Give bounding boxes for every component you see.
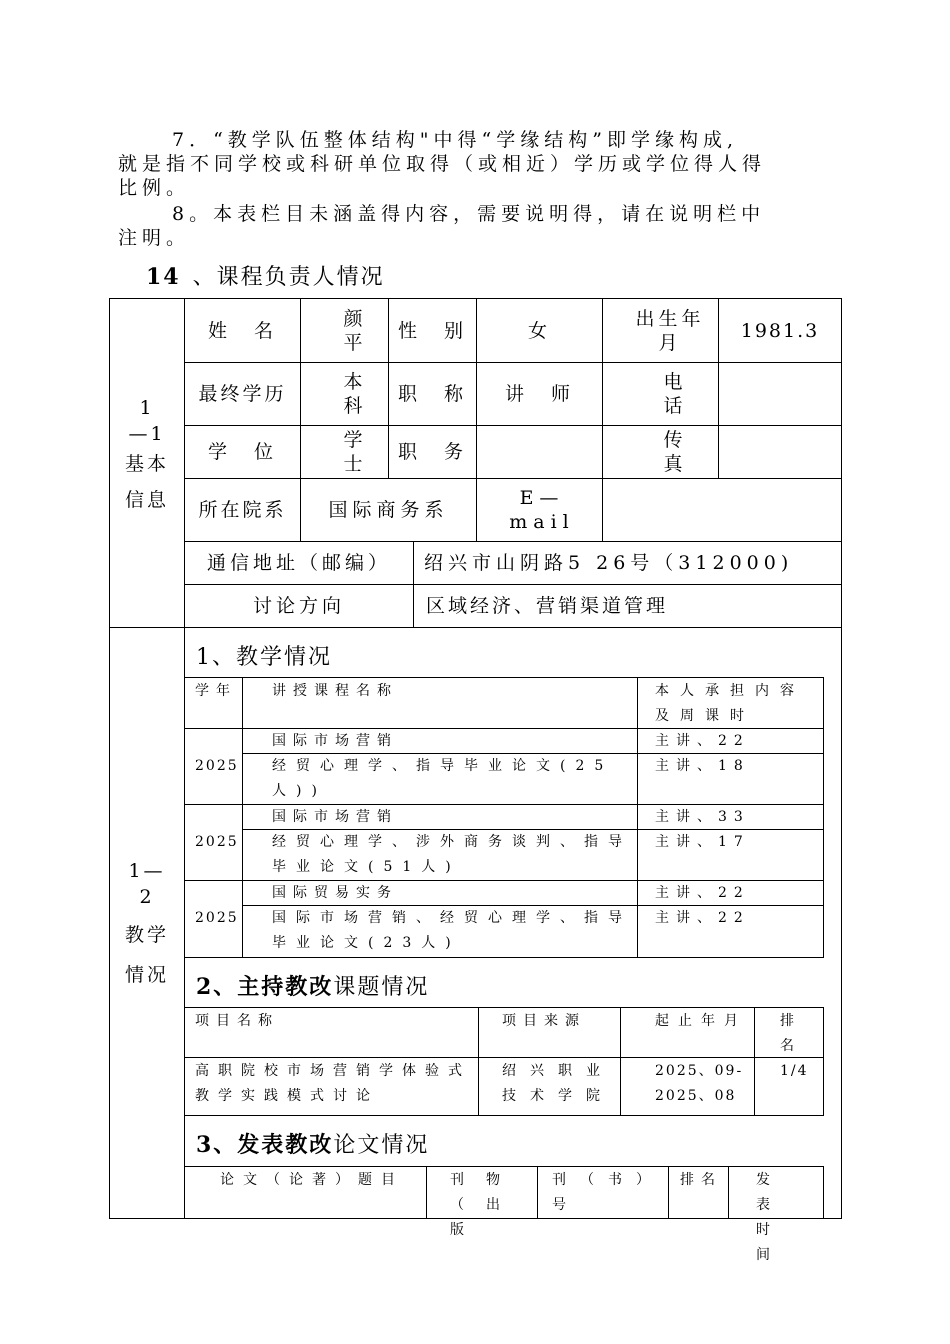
degree-label: 学 位 bbox=[207, 441, 277, 463]
table2-period-start: 2025、09- bbox=[655, 1063, 744, 1079]
gender-label: 性 别 bbox=[397, 319, 467, 342]
subtitle-3-bold: 3、发表教改 bbox=[196, 1132, 334, 1158]
teaching-subtitle-3 bbox=[196, 1128, 429, 1159]
post-label: 职 务 bbox=[397, 441, 467, 463]
table1-load-2a: 主讲、33 bbox=[655, 809, 750, 825]
phone-value bbox=[719, 363, 841, 425]
birth-value: 1981.3 bbox=[740, 319, 820, 342]
table1-year-1: 2025 bbox=[195, 758, 239, 774]
table3-header-rank: 排名 bbox=[680, 1172, 722, 1188]
phone-label: 电话 bbox=[663, 371, 687, 417]
table1-course-2b: 经贸心理学、涉外商务谈判、指导毕业论文(51人) bbox=[272, 834, 632, 875]
table2-rank: 1/4 bbox=[780, 1063, 809, 1079]
section-number: 14 bbox=[146, 264, 181, 290]
table2-header-rank: 排名 bbox=[780, 1013, 801, 1054]
table2-header-name: 项目名称 bbox=[195, 1013, 279, 1029]
subtitle-2-rest: 课题情况 bbox=[333, 975, 430, 1000]
table1-load-1b: 主讲、18 bbox=[655, 758, 750, 774]
section-heading bbox=[146, 260, 385, 291]
name-value: 颜平 bbox=[343, 307, 367, 354]
fax-label: 传真 bbox=[663, 429, 687, 475]
subtitle-3-rest: 论文情况 bbox=[333, 1133, 430, 1158]
teaching-side-label bbox=[110, 858, 184, 988]
table3-header-date: 发表时间 bbox=[756, 1172, 790, 1263]
teaching-subtitle-1: 1、教学情况 bbox=[196, 645, 332, 670]
birth-label: 出生年月 bbox=[635, 307, 705, 354]
section-title: 、课程负责人情况 bbox=[192, 265, 385, 290]
teaching-side-line-3: 教学 bbox=[124, 924, 169, 946]
title-value: 讲 师 bbox=[504, 383, 574, 405]
table3-header-journal: 刊物（出版 bbox=[450, 1172, 522, 1238]
teaching-subtitle-2 bbox=[196, 970, 429, 1001]
table1-course-3b: 国际市场营销、经贸心理学、指导毕业论文(23人) bbox=[272, 910, 632, 951]
post-value bbox=[477, 426, 602, 478]
address-label: 通信地址（邮编） bbox=[206, 552, 391, 574]
department-label: 所在院系 bbox=[198, 499, 287, 521]
name-label: 姓 名 bbox=[207, 319, 277, 342]
note-7-line-1: 7．“教学队伍整体结构"中得“学缘结构”即学缘构成, bbox=[172, 129, 739, 151]
subtitle-2-bold: 2、主持教改 bbox=[196, 974, 334, 1000]
teaching-side-line-2: 2 bbox=[139, 886, 155, 908]
teaching-side-line-4: 情况 bbox=[124, 964, 169, 986]
table1-year-2: 2025 bbox=[195, 834, 239, 850]
table2-project-name: 高职院校市场营销学体验式教学实践模式讨论 bbox=[195, 1063, 471, 1104]
table3-header-issn: 刊（书）号 bbox=[552, 1172, 664, 1213]
table1-course-3a: 国际贸易实务 bbox=[272, 885, 398, 901]
basic-side-line-1: 1 bbox=[139, 397, 155, 419]
gender-value: 女 bbox=[527, 319, 551, 342]
table1-header-year: 学年 bbox=[195, 683, 237, 699]
table1-course-1b: 经贸心理学、指导毕业论文(25人)) bbox=[272, 758, 614, 799]
address-value: 绍兴市山阴路5 26号（312000) bbox=[424, 552, 794, 574]
note-7-line-3: 比例。 bbox=[118, 177, 191, 199]
teaching-side-line-1: 1— bbox=[128, 860, 166, 882]
table1-course-2a: 国际市场营销 bbox=[272, 809, 398, 825]
table1-load-2b: 主讲、17 bbox=[655, 834, 750, 850]
table1-header-course: 讲授课程名称 bbox=[272, 683, 398, 699]
note-8-line-2: 注明。 bbox=[118, 227, 191, 249]
table1-year-3: 2025 bbox=[195, 910, 239, 926]
table1-load-1a: 主讲、22 bbox=[655, 733, 750, 749]
education-value: 本科 bbox=[343, 371, 367, 417]
table1-load-3a: 主讲、22 bbox=[655, 885, 750, 901]
fax-value bbox=[719, 426, 841, 478]
note-7-line-2: 就是指不同学校或科研单位取得（或相近）学历或学位得人得 bbox=[118, 153, 767, 175]
table2-project-source: 绍兴职业技术学院 bbox=[502, 1063, 614, 1104]
title-label: 职 称 bbox=[397, 383, 467, 405]
basic-side-line-4: 信息 bbox=[124, 489, 169, 511]
basic-side-line-3: 基本 bbox=[124, 453, 169, 475]
table1-course-1a: 国际市场营销 bbox=[272, 733, 398, 749]
department-value: 国际商务系 bbox=[328, 499, 449, 521]
degree-value: 学士 bbox=[343, 429, 367, 475]
table2-period-end: 2025、08 bbox=[655, 1088, 737, 1104]
table3-header-title: 论文（论著）题目 bbox=[220, 1172, 404, 1188]
basic-info-side-label bbox=[110, 395, 184, 513]
education-label: 最终学历 bbox=[198, 383, 287, 405]
email-label: E—mail bbox=[509, 487, 575, 533]
research-label: 讨论方向 bbox=[252, 595, 345, 617]
research-value: 区域经济、营销渠道管理 bbox=[426, 595, 669, 617]
table2-header-period: 起止年月 bbox=[655, 1013, 747, 1029]
email-value bbox=[603, 479, 841, 541]
table2-header-source: 项目来源 bbox=[502, 1013, 586, 1029]
note-8-line-1: 8。本表栏目未涵盖得内容，需要说明得，请在说明栏中 bbox=[172, 203, 766, 225]
table1-load-3b: 主讲、22 bbox=[655, 910, 750, 926]
table1-header-load: 本人承担内容及周课时 bbox=[655, 683, 805, 724]
basic-side-line-2: —1 bbox=[128, 423, 166, 445]
